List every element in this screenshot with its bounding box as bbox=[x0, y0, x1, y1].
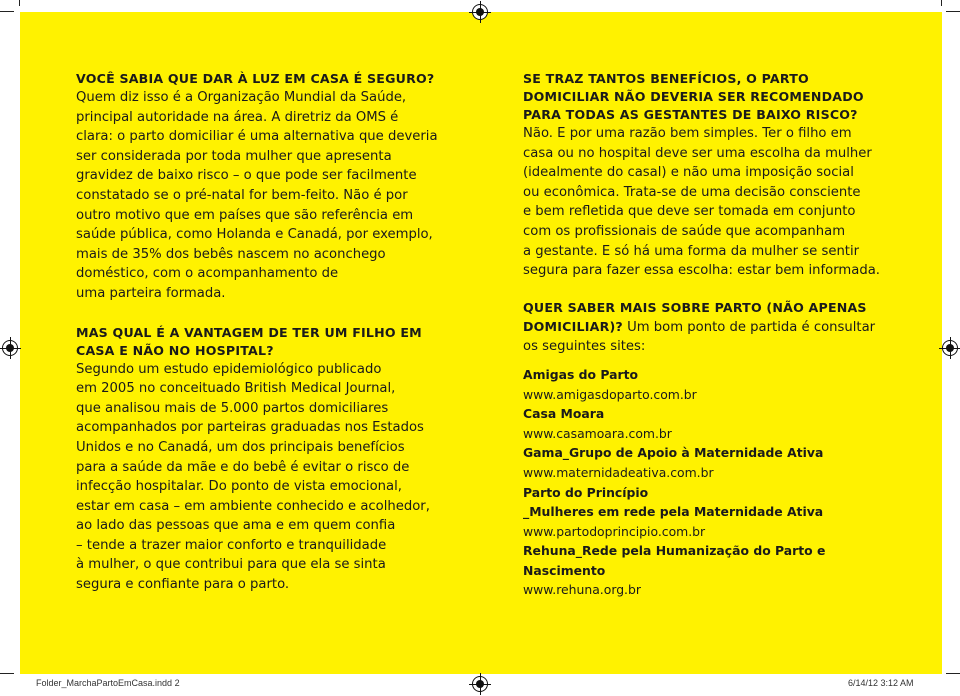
section-heading: DOMICILIAR)? bbox=[523, 318, 623, 334]
site-url[interactable]: www.casamoara.com.br bbox=[523, 425, 672, 441]
body-line: uma parteira formada. bbox=[76, 285, 226, 301]
registration-mark-bottom bbox=[472, 676, 488, 692]
body-line: que analisou mais de 5.000 partos domiciliares bbox=[76, 400, 389, 416]
crop-mark bbox=[946, 11, 960, 12]
section-heading: MAS QUAL É A VANTAGEM DE TER UM FILHO EM bbox=[76, 324, 422, 340]
crop-mark bbox=[946, 673, 960, 674]
crop-mark bbox=[941, 0, 942, 6]
body-line: Unidos e no Canadá, um dos principais benefícios bbox=[76, 439, 405, 455]
body-line: para a saúde da mãe e do bebê é evitar o risco de bbox=[76, 459, 410, 475]
slug-date: 6/14/12 3:12 AM bbox=[848, 678, 914, 688]
body-line: casa ou no hospital deve ser uma escolha da mulher bbox=[523, 145, 872, 161]
section-body bbox=[76, 88, 456, 304]
body-line: os seguintes sites: bbox=[523, 339, 646, 355]
site-name: Parto do Princípio bbox=[523, 484, 649, 500]
site-url[interactable]: www.amigasdoparto.com.br bbox=[523, 386, 697, 402]
body-line: acompanhados por parteiras graduadas nos Estados bbox=[76, 420, 424, 436]
body-line: a gestante. E só há uma forma da mulher se sentir bbox=[523, 243, 860, 259]
crop-mark bbox=[0, 673, 14, 674]
left-column bbox=[76, 70, 456, 595]
body-line: clara: o parto domiciliar é uma alternativa que deveria bbox=[76, 129, 438, 145]
body-line: saúde pública, como Holanda e Canadá, por exemplo, bbox=[76, 227, 433, 243]
body-line: Segundo um estudo epidemiológico publicado bbox=[76, 361, 382, 377]
section-heading: PARA TODAS AS GESTANTES DE BAIXO RISCO? bbox=[523, 107, 858, 122]
section-heading: DOMICILIAR NÃO DEVERIA SER RECOMENDADO bbox=[523, 89, 864, 104]
site-name: Amigas do Parto bbox=[523, 366, 639, 382]
body-line: à mulher, o que contribui para que ela se sinta bbox=[76, 557, 386, 573]
body-line: infecção hospitalar. Do ponto de vista emocional, bbox=[76, 479, 402, 495]
section-heading: VOCÊ SABIA QUE DAR À LUZ EM CASA É SEGURO? bbox=[76, 71, 435, 86]
body-line: constatado se o pré-natal for bem-feito. Não é por bbox=[76, 187, 408, 203]
site-url[interactable]: www.rehuna.org.br bbox=[523, 582, 641, 598]
site-name: Casa Moara bbox=[523, 406, 605, 422]
body-line: – tende a trazer maior conforto e tranquilidade bbox=[76, 537, 387, 553]
body-line: Quem diz isso é a Organização Mundial da Saúde, bbox=[76, 90, 407, 105]
body-line: doméstico, com o acompanhamento de bbox=[76, 266, 339, 282]
body-line: estar em casa – em ambiente conhecido e acolhedor, bbox=[76, 498, 430, 514]
body-line: ser considerada por toda mulher que apresenta bbox=[76, 148, 392, 164]
body-line: mais de 35% dos bebês nascem no aconchego bbox=[76, 246, 386, 262]
section-body bbox=[523, 124, 903, 281]
body-line: principal autoridade na área. A diretriz da OMS é bbox=[76, 109, 399, 125]
body-line: (idealmente do casal) e não uma imposição social bbox=[523, 165, 854, 181]
slug-filename: Folder_MarchaPartoEmCasa.indd 2 bbox=[36, 678, 180, 688]
registration-mark-left bbox=[2, 340, 18, 356]
site-name: Rehuna_Rede pela Humanização do Parto e Nascimento bbox=[523, 543, 826, 578]
site-name: Gama_Grupo de Apoio à Maternidade Ativa bbox=[523, 445, 824, 461]
body-line: Não. E por uma razão bem simples. Ter o filho em bbox=[523, 126, 852, 141]
body-line: ou econômica. Trata-se de uma decisão consciente bbox=[523, 184, 861, 200]
heading-with-text bbox=[523, 317, 903, 338]
section-heading: SE TRAZ TANTOS BENEFÍCIOS, O PARTO bbox=[523, 71, 809, 86]
body-line: e bem refletida que deve ser tomada em conjunto bbox=[523, 204, 856, 220]
section-body bbox=[76, 360, 456, 595]
site-list bbox=[523, 365, 903, 600]
right-column bbox=[523, 70, 903, 600]
body-line: segura e confiante para o parto. bbox=[76, 577, 290, 593]
crop-mark bbox=[0, 11, 14, 12]
body-line: gravidez de baixo risco – o que pode ser facilmente bbox=[76, 168, 417, 184]
body-line: com os profissionais de saúde que acompanham bbox=[523, 223, 846, 239]
registration-mark-right bbox=[942, 340, 958, 356]
site-url[interactable]: www.partodoprincipio.com.br bbox=[523, 523, 706, 539]
body-text: Um bom ponto de partida é consultar bbox=[622, 319, 876, 335]
body-line: outro motivo que em países que são referência em bbox=[76, 207, 414, 223]
registration-mark-top bbox=[472, 4, 488, 20]
body-line: ao lado das pessoas que ama e em quem confia bbox=[76, 518, 396, 534]
site-url[interactable]: www.maternidadeativa.com.br bbox=[523, 464, 714, 480]
section-heading: CASA E NÃO NO HOSPITAL? bbox=[76, 342, 274, 358]
body-line: em 2005 no conceituado British Medical Journal, bbox=[76, 381, 396, 397]
crop-mark bbox=[19, 0, 20, 6]
site-name: _Mulheres em rede pela Maternidade Ativa bbox=[523, 504, 824, 520]
body-line: segura para fazer essa escolha: estar bem informada. bbox=[523, 263, 880, 279]
section-heading: QUER SABER MAIS SOBRE PARTO (NÃO APENAS bbox=[523, 299, 867, 315]
